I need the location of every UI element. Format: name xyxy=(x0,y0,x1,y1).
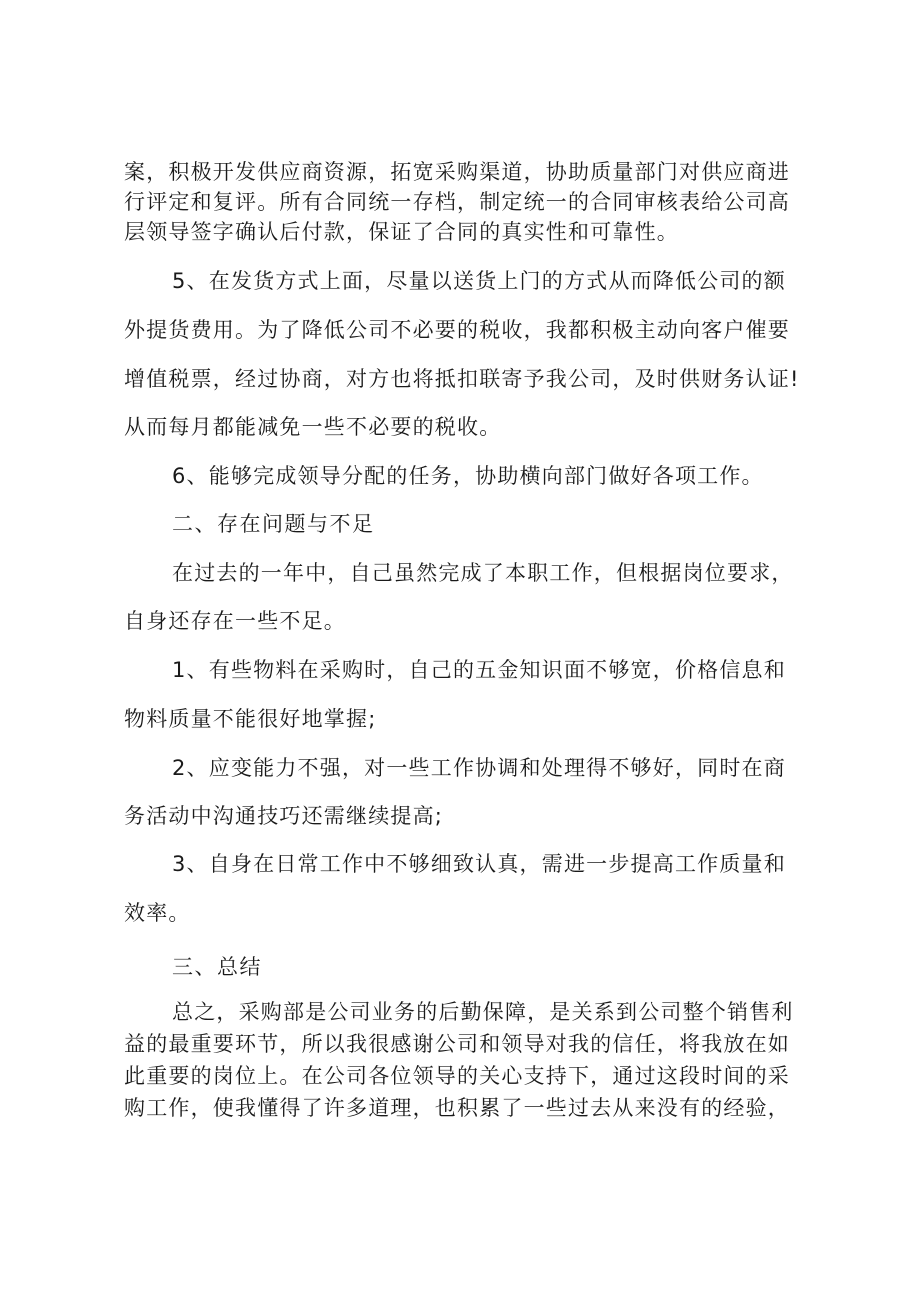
paragraph-line: 增值税票，经过协商，对方也将抵扣联寄予我公司，及时供财务认证! xyxy=(124,367,800,391)
paragraph-line: 效率。 xyxy=(124,901,191,925)
paragraph-line: 从而每月都能减免一些不必要的税收。 xyxy=(124,415,502,439)
paragraph-line: 案，积极开发供应商资源，拓宽采购渠道，协助质量部门对供应商进 xyxy=(124,160,790,184)
paragraph-line: 层领导签字确认后付款，保证了合同的真实性和可靠性。 xyxy=(124,220,679,244)
paragraph-line: 务活动中沟通技巧还需继续提高; xyxy=(124,804,444,828)
section-heading: 三、总结 xyxy=(172,955,262,979)
paragraph-line: 在过去的一年中，自己虽然完成了本职工作，但根据岗位要求， xyxy=(172,561,794,585)
paragraph-line: 6、能够完成领导分配的任务，协助横向部门做好各项工作。 xyxy=(172,464,764,488)
paragraph-line: 此重要的岗位上。在公司各位领导的关心支持下，通过这段时间的采 xyxy=(124,1064,790,1088)
paragraph-line: 物料质量不能很好地掌握; xyxy=(124,707,377,731)
paragraph-line: 购工作，使我懂得了许多道理，也积累了一些过去从来没有的经验， xyxy=(124,1096,790,1120)
paragraph-line: 行评定和复评。所有合同统一存档，制定统一的合同审核表给公司高 xyxy=(124,190,790,214)
paragraph-line: 1、有些物料在采购时，自己的五金知识面不够宽，价格信息和 xyxy=(172,658,786,682)
paragraph-line: 益的最重要环节，所以我很感谢公司和领导对我的信任，将我放在如 xyxy=(124,1032,790,1056)
section-heading: 二、存在问题与不足 xyxy=(172,512,375,536)
paragraph-line: 总之，采购部是公司业务的后勤保障，是关系到公司整个销售利 xyxy=(172,1000,794,1024)
paragraph-line: 3、自身在日常工作中不够细致认真，需进一步提高工作质量和 xyxy=(172,852,786,876)
paragraph-line: 2、应变能力不强，对一些工作协调和处理得不够好，同时在商 xyxy=(172,756,786,780)
paragraph-line: 自身还存在一些不足。 xyxy=(124,609,346,633)
paragraph-line: 5、在发货方式上面，尽量以送货上门的方式从而降低公司的额 xyxy=(172,269,786,293)
paragraph-line: 外提货费用。为了降低公司不必要的税收，我都积极主动向客户催要 xyxy=(124,318,790,342)
